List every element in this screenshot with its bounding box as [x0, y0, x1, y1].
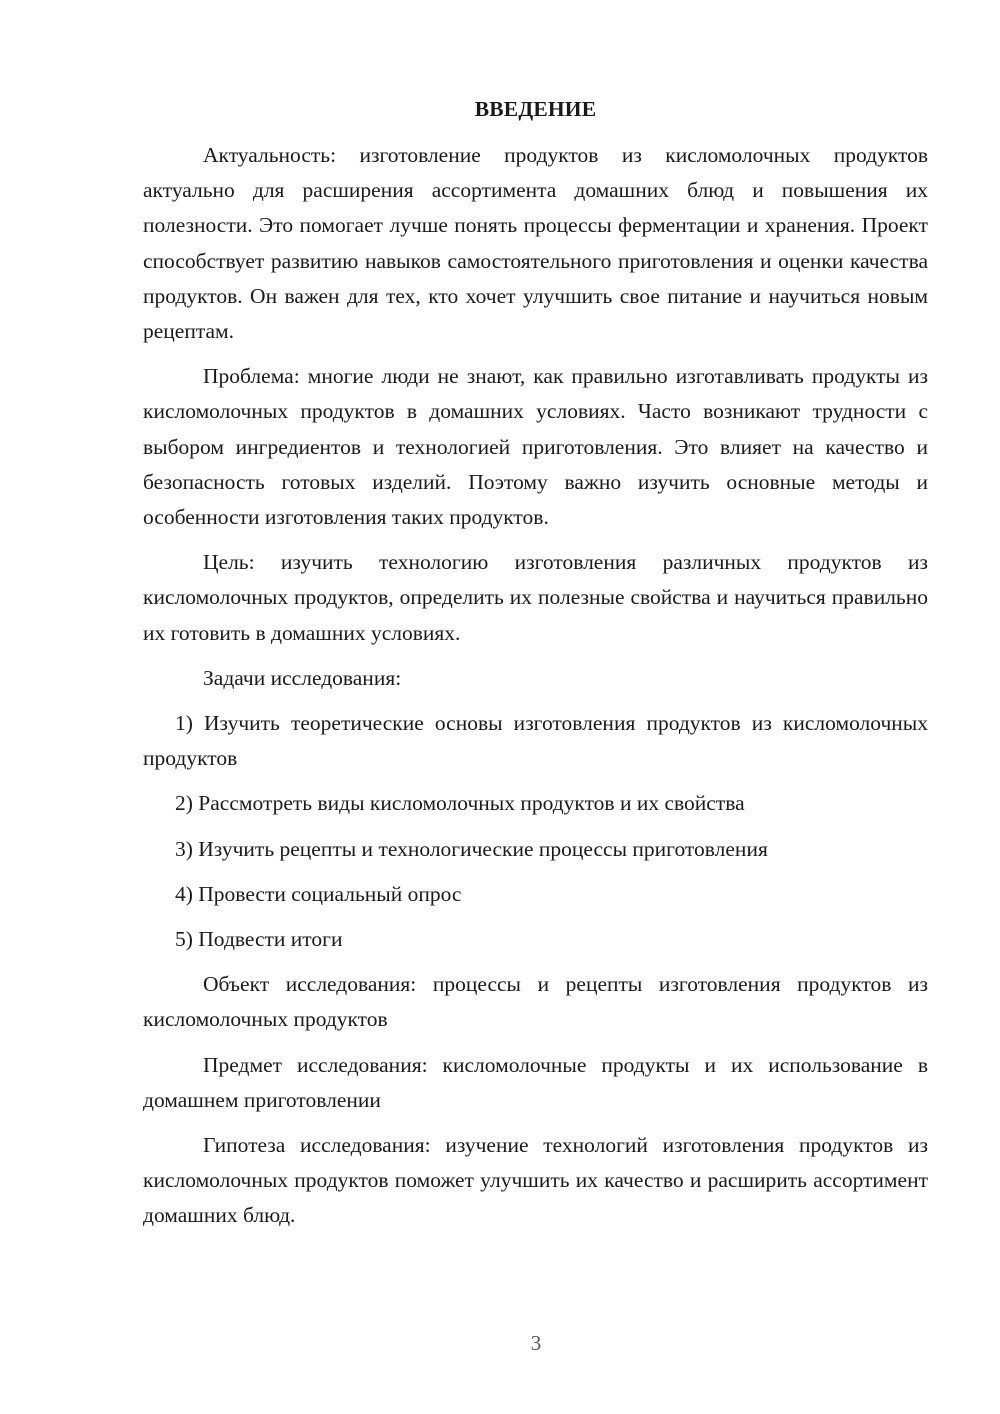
page-number: 3 [530, 1331, 542, 1355]
paragraph-goal: Цель: изучить технологию изготовления различных продуктов из кисломолочных продуктов, определить их полезные свойства и научиться правильно их готовить в домашних условиях. [143, 550, 928, 645]
paragraph-relevance: Актуальность: изготовление продуктов из кисломолочных продуктов актуально для расширения ассортимента домашних блюд и повышения их полезности. Это помогает лучше понять процессы ферментации и хранения. Проект способствует развитию навыков самостоятельного приготовления и оценки качества продуктов. Он важен для тех, кто хочет улучшить свое питание и научиться новым рецептам. [143, 143, 928, 344]
section-heading: ВВЕДЕНИЕ [474, 97, 597, 121]
task-list [143, 706, 928, 957]
paragraph-object: Объект исследования: процессы и рецепты изготовления продуктов из кисломолочных продуктов [143, 972, 928, 1032]
document-page [143, 92, 928, 1244]
task-item-3: 3) Изучить рецепты и технологические процессы приготовления [175, 836, 768, 861]
task-item-1: 1) Изучить теоретические основы изготовления продуктов из кисломолочных продуктов [143, 711, 928, 771]
paragraph-subject: Предмет исследования: кисломолочные продукты и их использование в домашнем приготовлении [143, 1052, 928, 1112]
task-item-5: 5) Подвести итоги [175, 927, 343, 952]
paragraph-problem: Проблема: многие люди не знают, как правильно изготавливать продукты из кисломолочных продуктов в домашних условиях. Часто возникают трудности с выбором ингредиентов и технологией приготовления. Это влияет на качество и безопасность готовых изделий. Поэтому важно изучить основные методы и особенности изготовления таких продуктов. [143, 364, 928, 530]
paragraph-hypothesis: Гипотеза исследования: изучение технологий изготовления продуктов из кисломолочных продуктов поможет улучшить их качество и расширить ассортимент домашних блюд. [143, 1133, 928, 1228]
paragraph-tasks-heading: Задачи исследования: [203, 665, 402, 690]
task-item-4: 4) Провести социальный опрос [175, 881, 462, 906]
task-item-2: 2) Рассмотреть виды кисломолочных продуктов и их свойства [175, 791, 745, 816]
